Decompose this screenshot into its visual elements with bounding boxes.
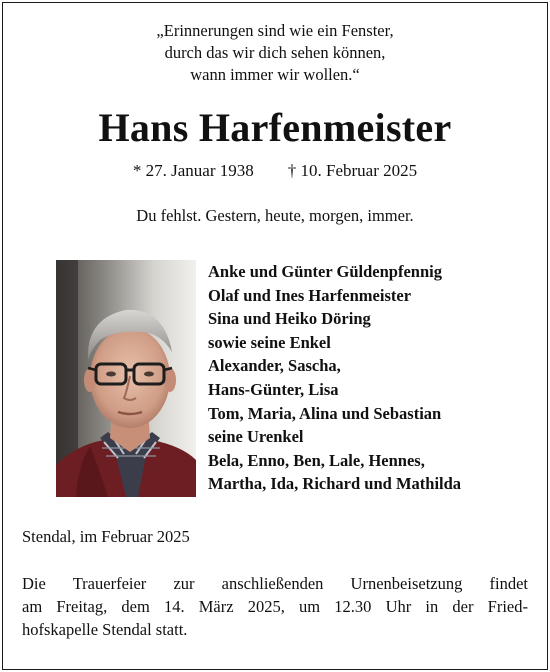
memorial-quote — [0, 20, 550, 86]
mourner-line: Hans-Günter, Lisa — [208, 379, 339, 399]
mourner-line: Tom, Maria, Alina und Sebastian — [208, 403, 442, 423]
mourner-line: Bela, Enno, Ben, Lale, Hennes, — [208, 450, 425, 470]
quote-line: „Erinnerungen sind wie ein Fenster, — [156, 21, 394, 40]
birth-date: * 27. Januar 1938 — [132, 161, 254, 180]
mourners-list — [208, 260, 461, 496]
notice-line: am Freitag, dem 14. März 2025, um 12.30 Uhr in der Fried- — [22, 597, 528, 616]
place-and-date: Stendal, im Februar 2025 — [22, 527, 190, 546]
quote-line: wann immer wir wollen.“ — [190, 65, 360, 84]
quote-line: durch das wir dich sehen können, — [164, 43, 386, 62]
mourner-line: Alexander, Sascha, — [208, 356, 341, 376]
mourner-line: Anke und Günter Güldenpfennig — [208, 262, 442, 281]
deceased-name: Hans Harfenmeister — [98, 105, 452, 150]
portrait-photo — [56, 260, 196, 497]
mourner-line: seine Urenkel — [208, 427, 304, 447]
mourner-line: sowie seine Enkel — [208, 332, 331, 352]
notice-line: hofskapelle Stendal statt. — [22, 620, 188, 639]
funeral-notice — [22, 572, 528, 641]
notice-line: Die Trauerfeier zur anschließenden Urnenbeisetzung findet — [22, 574, 528, 593]
motto: Du fehlst. Gestern, heute, morgen, immer. — [136, 206, 414, 225]
mourner-line: Olaf und Ines Harfenmeister — [208, 285, 412, 305]
mourner-line: Martha, Ida, Richard und Mathilda — [208, 474, 462, 494]
mourner-line: Sina und Heiko Döring — [208, 309, 371, 329]
life-dates — [0, 160, 550, 182]
death-date: † 10. Februar 2025 — [287, 161, 418, 180]
